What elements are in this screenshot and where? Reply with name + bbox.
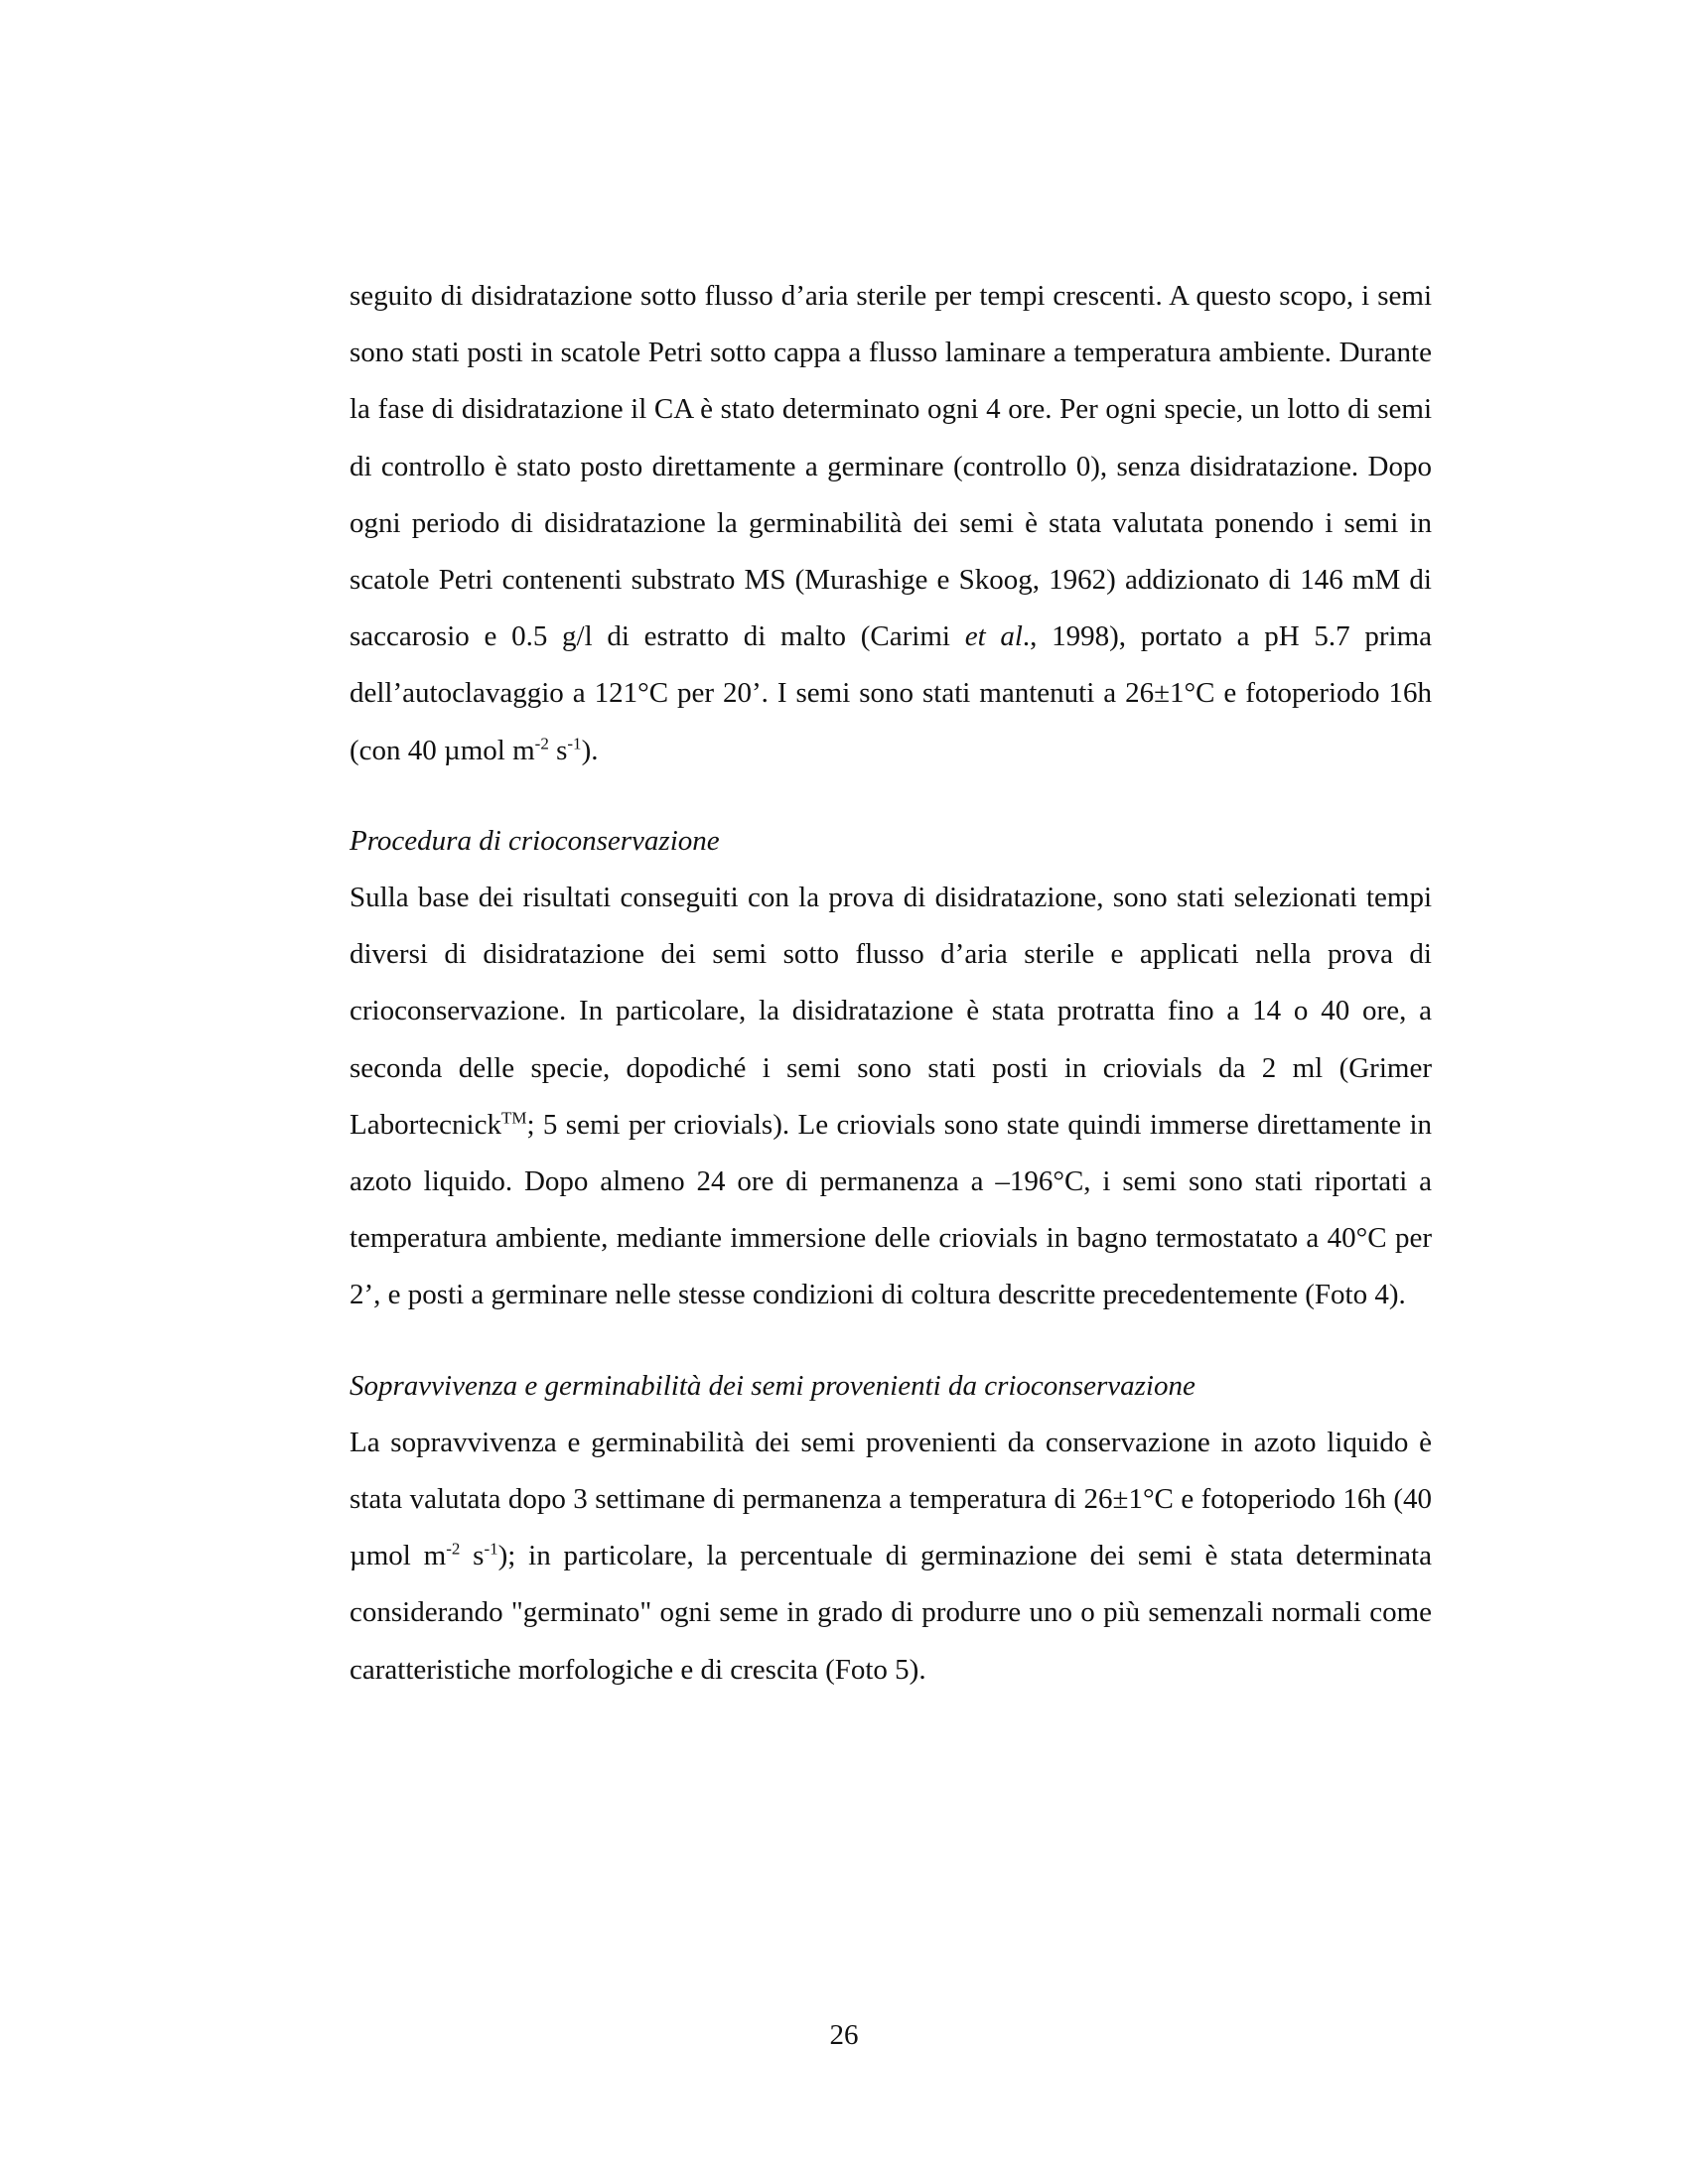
text-run: ); in particolare, la percentuale di germinazione dei semi è stata determinata considerando "germinato" ogni seme in grado di produrre uno o più semenzali normali come caratteristiche morfologiche e di crescita (Foto 5).: [350, 1540, 1432, 1686]
paragraph-survival: [350, 1415, 1432, 1699]
section-heading-survival: Sopravvivenza e germinabilità dei semi provenienti da crioconservazione: [350, 1369, 1196, 1402]
superscript: -1: [567, 733, 582, 752]
text-run: s: [548, 734, 568, 766]
superscript: -1: [484, 1539, 498, 1559]
paragraph-dehydration: [350, 268, 1432, 779]
page-number: 26: [829, 2019, 859, 2051]
page-content: [350, 268, 1432, 1699]
text-run: ).: [581, 734, 599, 766]
text-run: seguito di disidratazione sotto flusso d’aria sterile per tempi crescenti. A questo scopo, i semi sono stati posti in scatole Petri sotto cappa a flusso laminare a temperatura ambiente. Durante la fase di disidratazione il CA è stato determinato ogni 4 ore. Per ogni specie, un lotto di semi di controllo è stato posto direttamente a germinare (controllo 0), senza disidratazione. Dopo ogni periodo di disidratazione la germinabilità dei semi è stata valutata ponendo i semi in scatole Petri contenenti substrato MS (Murashige e Skoog, 1962) addizionato di 146 mM di saccarosio e 0.5 g/l di estratto di malto (Carimi: [350, 280, 1432, 653]
superscript: -2: [534, 733, 549, 752]
superscript: -2: [446, 1539, 461, 1559]
paragraph-cryo-procedure: [350, 870, 1432, 1324]
section-heading-cryo-procedure: Procedura di crioconservazione: [350, 824, 720, 857]
text-run: ; 5 semi per criovials). Le criovials sono state quindi immerse direttamente in azoto liquido. Dopo almeno 24 ore di permanenza a –196°C, i semi sono stati riportati a temperatura ambiente, mediante immersione delle criovials in bagno termostatato a 40°C per 2’, e posti a germinare nelle stesse condizioni di coltura descritte precedentemente (Foto 4).: [350, 1108, 1432, 1311]
text-run: ., 1998), portato a pH 5.7 prima dell’autoclavaggio a 121°C per 20’. I semi sono stati mantenuti a 26±1°C e fotoperiodo 16h (con 40 µmol m: [350, 620, 1432, 766]
text-run: Sulla base dei risultati conseguiti con la prova di disidratazione, sono stati selezionati tempi diversi di disidratazione dei semi sotto flusso d’aria sterile e applicati nella prova di crioconservazione. In particolare, la disidratazione è stata protratta fino a 14 o 40 ore, a seconda delle specie, dopodiché i semi sono stati posti in criovials da 2 ml (Grimer Labortecnick: [350, 882, 1432, 1141]
italic-citation: et al: [964, 620, 1023, 653]
text-run: s: [460, 1540, 485, 1572]
trademark-superscript: TM: [500, 1108, 527, 1128]
text-run: La sopravvivenza e germinabilità dei semi provenienti da conservazione in azoto liquido è stata valutata dopo 3 settimane di permanenza a temperatura di 26±1°C e fotoperiodo 16h (40 µmol m: [350, 1426, 1432, 1572]
